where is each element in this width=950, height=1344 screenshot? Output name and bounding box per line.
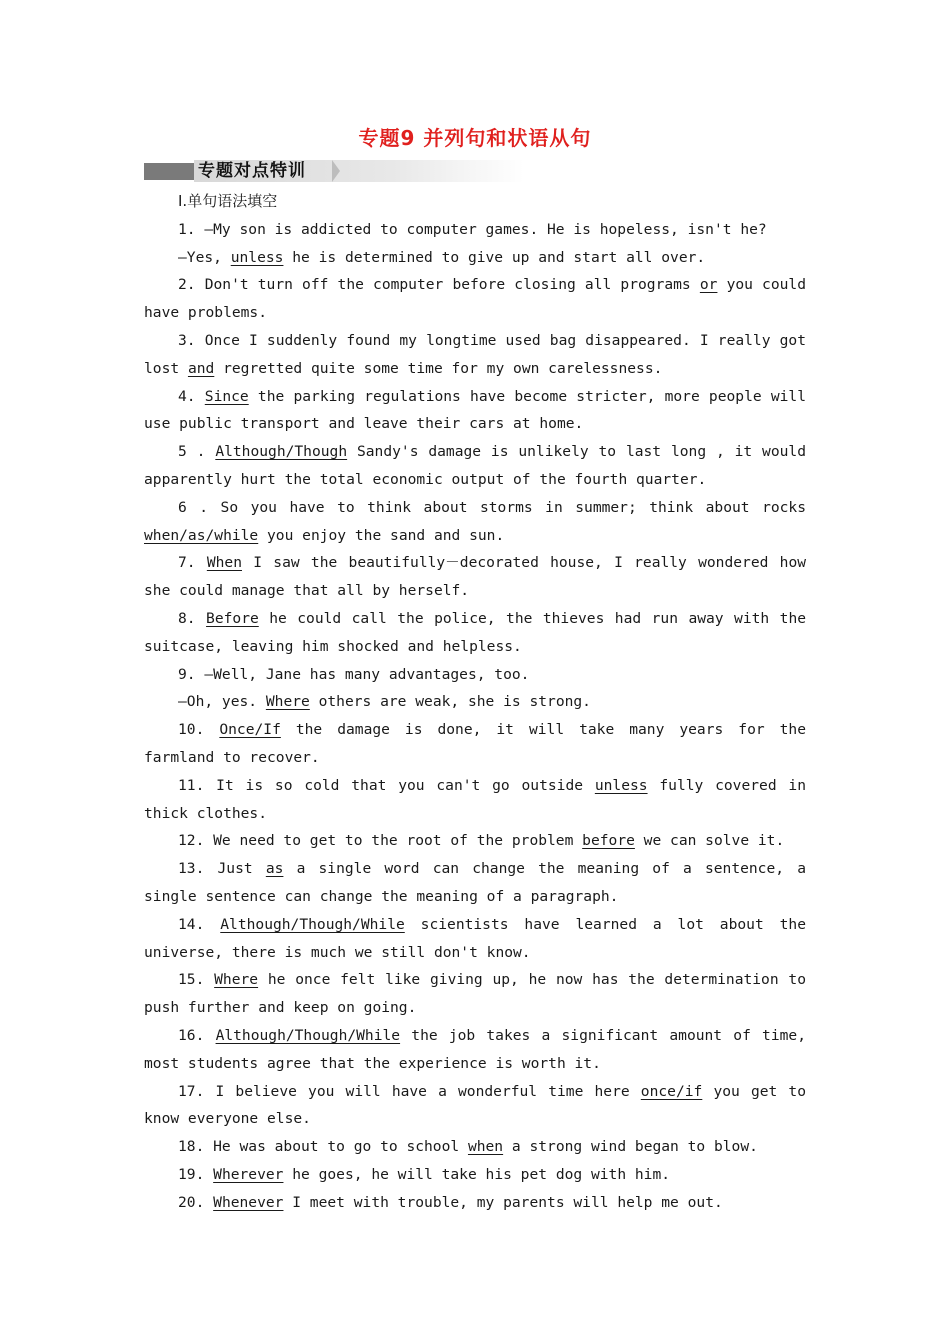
exercise-text: 15. [178, 971, 215, 989]
exercise-text: he is determined to give up and start all over. [283, 248, 706, 266]
exercise-text: regretted quite some time for my own carelessness. [214, 359, 663, 377]
exercise-text: —Oh, yes. [178, 693, 266, 711]
answer-blank: Where [214, 971, 259, 989]
banner-arrow-icon [332, 160, 340, 182]
exercise-line [144, 271, 806, 327]
section-heading: Ⅰ.单句语法填空 [178, 192, 278, 210]
exercise-line [144, 549, 806, 605]
answer-blank: Although/Though/While [220, 915, 405, 933]
exercise-text: 2. Don't turn off the computer before closing all programs [178, 276, 700, 294]
exercise-text: we can solve it. [634, 832, 785, 850]
exercise-text: scientists have learned a lot about the universe, there is much we still don't know. [144, 915, 806, 961]
exercise-text: a strong wind began to blow. [503, 1138, 758, 1156]
exercise-text: 13. Just [178, 860, 266, 878]
exercise-text: 8. [178, 609, 207, 627]
exercise-text: 12. We need to get to the root of the problem [178, 832, 583, 850]
exercise-text: fully covered in thick clothes. [144, 776, 806, 822]
exercise-line [144, 244, 806, 272]
exercise-text: 20. [178, 1193, 214, 1211]
exercise-text: 10. [178, 721, 220, 739]
exercise-text: the parking regulations have become stricter, more people will use public transport and leave their cars at home. [144, 387, 807, 433]
exercise-text: 3. Once I suddenly found my longtime used bag disappeared. I really got lost [144, 331, 806, 377]
exercise-text: I saw the beautifully－decorated house, I really wondered how she could manage that all by herself. [144, 554, 807, 600]
exercise-text: 4. [178, 387, 205, 405]
exercise-text: 17. I believe you will have a wonderful time here [178, 1082, 641, 1100]
exercise-line [144, 966, 806, 1022]
exercise-list [144, 216, 806, 1217]
exercise-text: others are weak, she is strong. [309, 693, 591, 711]
exercise-line [144, 911, 806, 967]
answer-blank: Although/Though/While [215, 1026, 401, 1044]
exercise-line [144, 661, 806, 689]
answer-blank: Although/Though [215, 443, 348, 461]
exercise-content [144, 188, 806, 1216]
answer-blank: unless [230, 248, 284, 266]
answer-blank: Where [265, 693, 310, 711]
exercise-line [144, 1022, 806, 1078]
exercise-text: 16. [178, 1026, 216, 1044]
exercise-line [144, 1161, 806, 1189]
exercise-text: 11. It is so cold that you can't go outside [178, 776, 595, 794]
exercise-text: —Yes, [178, 248, 231, 266]
exercise-text: 6 . So you have to think about storms in summer; think about rocks [178, 498, 806, 516]
section-banner [144, 160, 524, 182]
exercise-line [144, 772, 806, 828]
answer-blank: when/as/while [144, 526, 259, 544]
answer-blank: or [699, 276, 718, 294]
exercise-text: 1. —My son is addicted to computer games. He is hopeless, isn't he? [178, 220, 767, 238]
exercise-text: I meet with trouble, my parents will help me out. [283, 1193, 723, 1211]
answer-blank: Whenever [213, 1193, 284, 1211]
exercise-text: 7. [178, 554, 207, 572]
exercise-text: he goes, he will take his pet dog with him. [283, 1165, 671, 1183]
exercise-line [144, 688, 806, 716]
exercise-text: he once felt like giving up, he now has the determination to push further and keep on going. [144, 971, 806, 1017]
exercise-line [144, 827, 806, 855]
exercise-text: 14. [178, 915, 221, 933]
answer-blank: when [467, 1138, 504, 1156]
answer-blank: Wherever [213, 1165, 284, 1183]
exercise-text: 18. He was about to go to school [178, 1138, 468, 1156]
exercise-line [144, 327, 806, 383]
answer-blank: When [206, 554, 242, 572]
exercise-text: he could call the police, the thieves had run away with the suitcase, leaving him shocked and helpless. [144, 609, 807, 655]
banner-label: 专题对点特训 [198, 161, 306, 181]
banner-dark-block [144, 163, 194, 180]
answer-blank: and [187, 359, 215, 377]
exercise-text: the damage is done, it will take many years for the farmland to recover. [144, 721, 806, 766]
exercise-text: 9. —Well, Jane has many advantages, too. [178, 665, 530, 683]
exercise-line [144, 605, 806, 661]
answer-blank: unless [594, 776, 648, 794]
exercise-line [144, 494, 806, 550]
answer-blank: Before [206, 609, 259, 627]
exercise-line [144, 1189, 806, 1217]
answer-blank: Since [204, 387, 249, 405]
exercise-text: you enjoy the sand and sun. [258, 526, 505, 544]
exercise-text: 19. [178, 1165, 214, 1183]
exercise-line [144, 216, 806, 244]
exercise-line [144, 855, 806, 911]
page-title: 专题9 并列句和状语从句 [358, 126, 592, 150]
exercise-line [144, 716, 806, 772]
answer-blank: as [265, 860, 284, 878]
exercise-line [144, 1078, 806, 1134]
exercise-line [144, 383, 806, 439]
exercise-text: you get to know everyone else. [144, 1082, 807, 1128]
exercise-line [144, 1133, 806, 1161]
exercise-text: a single word can change the meaning of a sentence, a single sentence can change the meaning of a paragraph. [144, 860, 806, 905]
answer-blank: once/if [640, 1082, 703, 1100]
exercise-text: you could have problems. [144, 276, 806, 322]
answer-blank: Once/If [219, 721, 281, 739]
answer-blank: before [582, 832, 635, 850]
exercise-line [144, 438, 806, 494]
exercise-text: 5 . [178, 443, 216, 461]
exercise-text: Sandy's damage is unlikely to last long , it would apparently hurt the total economic output of the fourth quarter. [144, 443, 806, 488]
exercise-text: the job takes a significant amount of time, most students agree that the experience is worth it. [144, 1026, 806, 1072]
